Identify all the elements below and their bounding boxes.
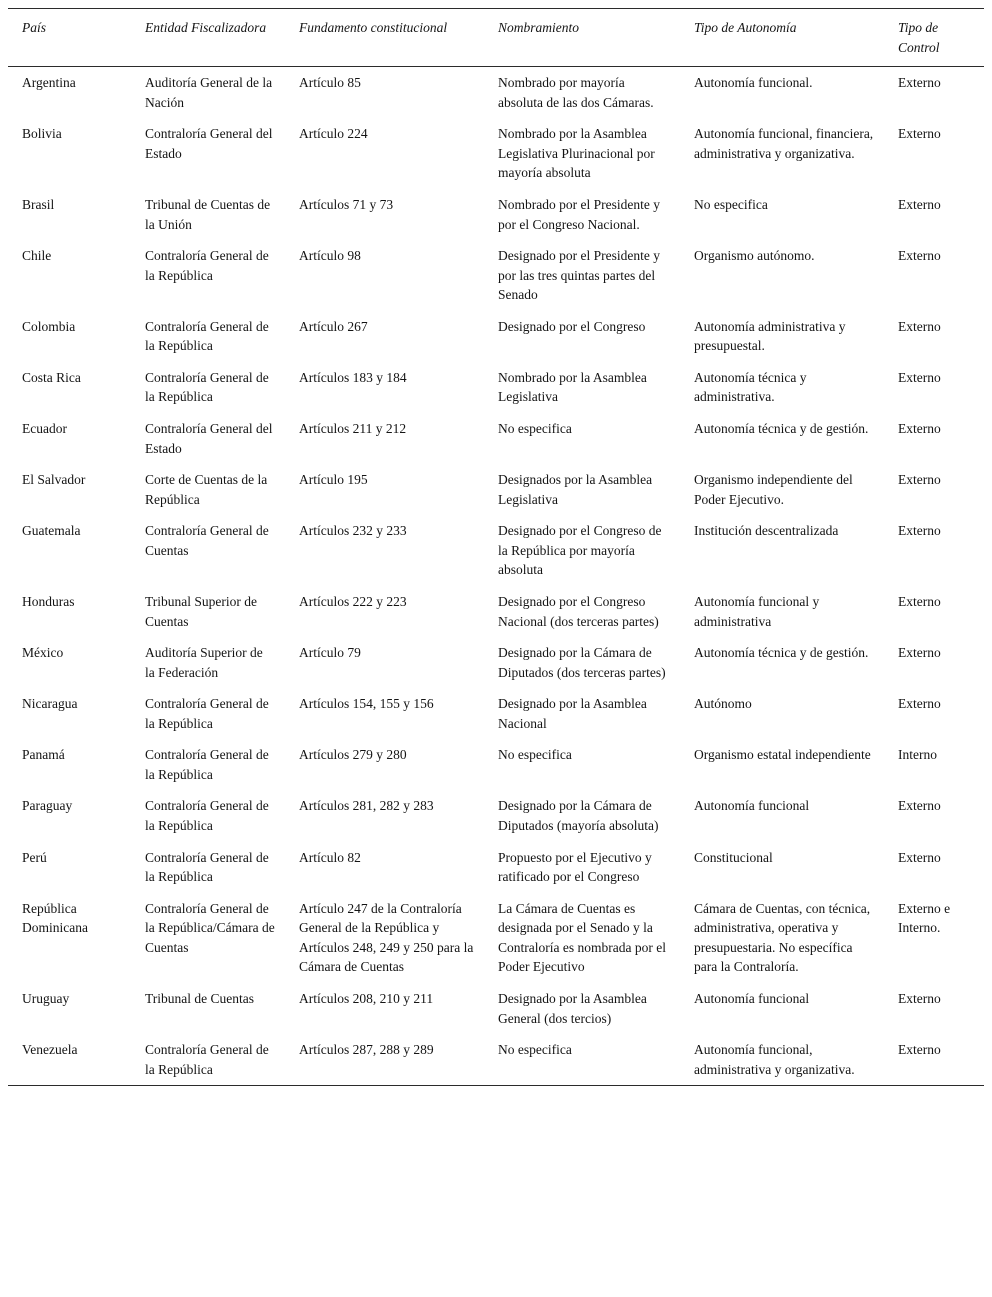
table-cell: Artículo 247 de la Contraloría General de la República y Artículos 248, 249 y 250 para la Cámara de Cuentas [299, 900, 474, 975]
table-cell: Paraguay [22, 798, 73, 814]
table-cell: Panamá [22, 747, 65, 763]
table-cell: Tribunal de Cuentas [145, 990, 254, 1006]
table-cell: Designado por el Congreso [498, 318, 646, 334]
table-cell: Autonomía técnica y de gestión. [694, 645, 869, 661]
table-cell: Colombia [22, 318, 76, 334]
column-header: Tipo de Autonomía [680, 9, 884, 67]
table-header-row [8, 9, 984, 67]
table-cell: Externo [898, 126, 941, 142]
table-cell: La Cámara de Cuentas es designada por el Senado y la Contraloría es nombrada por el Poder Ejecutivo [498, 900, 666, 975]
table-cell: Organismo independiente del Poder Ejecutivo. [694, 472, 853, 507]
table-cell: Chile [22, 248, 52, 264]
table-cell: Artículos 71 y 73 [299, 196, 394, 212]
table-cell: Venezuela [22, 1042, 78, 1058]
table-cell: Autonomía funcional, administrativa y organizativa. [694, 1042, 855, 1077]
table-cell: Artículos 183 y 184 [299, 369, 407, 385]
column-header: Tipo de Control [884, 9, 984, 67]
table-cell: Externo [898, 523, 941, 539]
table-cell: Perú [22, 849, 47, 865]
table-cell: Corte de Cuentas de la República [145, 472, 268, 507]
table-cell: Designado por el Presidente y por las tres quintas partes del Senado [498, 248, 660, 303]
table-cell: Artículos 232 y 233 [299, 523, 407, 539]
table-cell: Cámara de Cuentas, con técnica, administrativa, operativa y presupuestaria. No específica para la Contraloría. [694, 900, 871, 975]
table-row [8, 893, 984, 983]
table-cell: Autonomía funcional y administrativa [694, 593, 820, 629]
column-header: Entidad Fiscalizadora [131, 9, 285, 67]
table-cell: Tribunal Superior de Cuentas [145, 593, 257, 629]
column-header: Nombramiento [484, 9, 680, 67]
table-cell: Nombrado por mayoría absoluta de las dos Cámaras. [498, 75, 654, 110]
table-cell: Contraloría General de Cuentas [145, 523, 269, 558]
table-row [8, 983, 984, 1034]
table-cell: Designado por el Congreso de la República por mayoría absoluta [498, 523, 662, 578]
table-cell: Artículos 287, 288 y 289 [299, 1042, 434, 1058]
table-cell: Bolivia [22, 126, 62, 142]
table-cell: Uruguay [22, 990, 70, 1006]
table-cell: Artículo 82 [299, 849, 361, 865]
table-cell: México [22, 645, 64, 661]
table-cell: Contraloría General de la República [145, 696, 269, 731]
table-cell: Ecuador [22, 421, 67, 436]
table-cell: Artículo 79 [299, 645, 361, 661]
table-cell: Externo [898, 369, 941, 385]
table-cell: Externo [898, 849, 941, 865]
table-cell: Argentina [22, 75, 76, 91]
table-row [8, 67, 984, 119]
table-cell: Autonomía técnica y de gestión. [694, 421, 869, 436]
table-row [8, 1034, 984, 1086]
table-cell: Tribunal de Cuentas de la Unión [145, 196, 271, 232]
table-cell: Autonomía administrativa y presupuestal. [694, 318, 846, 354]
table-row [8, 240, 984, 311]
audit-institutions-table [8, 8, 984, 1086]
table-cell: Externo e Interno. [898, 900, 951, 936]
table-row [8, 189, 984, 240]
table-cell: Artículo 98 [299, 248, 361, 264]
table-cell: Externo [898, 593, 941, 609]
table-cell: Auditoría General de la Nación [145, 75, 273, 110]
table-cell: Contraloría General de la República [145, 369, 269, 405]
column-header: Fundamento constitucional [285, 9, 484, 67]
table-row [8, 464, 984, 515]
table-cell: Externo [898, 645, 941, 661]
column-header: País [8, 9, 131, 67]
table-cell: El Salvador [22, 472, 86, 488]
table-cell: Costa Rica [22, 369, 81, 385]
table-row [8, 790, 984, 841]
table-cell: Artículo 195 [299, 472, 368, 488]
table-cell: Designado por la Asamblea General (dos tercios) [498, 990, 647, 1026]
table-cell: Nombrado por la Asamblea Legislativa [498, 369, 647, 405]
table-cell: Designado por la Cámara de Diputados (dos terceras partes) [498, 645, 666, 680]
table-cell: Externo [898, 248, 941, 264]
table-cell: Externo [898, 196, 941, 212]
table-cell: Artículos 211 y 212 [299, 421, 407, 436]
table-row [8, 637, 984, 688]
table-cell: Artículos 208, 210 y 211 [299, 990, 434, 1006]
table-cell: Autonomía técnica y administrativa. [694, 369, 807, 405]
table-cell: Auditoría Superior de la Federación [145, 645, 263, 680]
table-cell: Contraloría General de la República [145, 1042, 269, 1077]
table-cell: Contraloría General de la República [145, 318, 269, 354]
table-cell: Autonomía funcional [694, 990, 810, 1006]
table-cell: Contraloría General del Estado [145, 421, 273, 456]
table-cell: República Dominicana [22, 900, 88, 936]
table-cell: Externo [898, 798, 941, 814]
table-cell: Interno [898, 747, 937, 763]
table-row [8, 842, 984, 893]
table-cell: Institución descentralizada [694, 523, 839, 539]
table-cell: Externo [898, 75, 941, 91]
table-cell: No especifica [498, 747, 572, 763]
table-cell: Honduras [22, 593, 75, 609]
table-cell: Designados por la Asamblea Legislativa [498, 472, 653, 507]
table-cell: Artículo 267 [299, 318, 368, 334]
table-cell: Externo [898, 696, 941, 712]
table-cell: Nombrado por la Asamblea Legislativa Plurinacional por mayoría absoluta [498, 126, 655, 181]
table-cell: Autonomía funcional, financiera, administrativa y organizativa. [694, 126, 874, 161]
table-cell: Externo [898, 421, 941, 436]
table-cell: Contraloría General de la República [145, 747, 269, 782]
table-cell: Externo [898, 990, 941, 1006]
table-cell: Artículos 154, 155 y 156 [299, 696, 434, 712]
table-cell: Contraloría General de la República [145, 248, 269, 283]
table-cell: Externo [898, 318, 941, 334]
table-cell: Artículos 281, 282 y 283 [299, 798, 434, 814]
table-cell: No especifica [498, 421, 572, 436]
table-row [8, 688, 984, 739]
table-row [8, 515, 984, 586]
table-cell: Artículo 85 [299, 75, 361, 91]
table-cell: Designado por el Congreso Nacional (dos terceras partes) [498, 593, 659, 629]
table-cell: Guatemala [22, 523, 81, 539]
table-body [8, 67, 984, 1086]
table-cell: Externo [898, 1042, 941, 1058]
table-header [8, 9, 984, 67]
table-cell: Designado por la Cámara de Diputados (mayoría absoluta) [498, 798, 659, 833]
table-cell: Propuesto por el Ejecutivo y ratificado por el Congreso [498, 849, 652, 885]
table-cell: Nicaragua [22, 696, 78, 712]
table-cell: Externo [898, 472, 941, 488]
table-cell: Constitucional [694, 849, 773, 865]
table-cell: Autonomía funcional. [694, 75, 813, 91]
table-cell: Organismo estatal independiente [694, 747, 871, 763]
table-cell: Artículos 279 y 280 [299, 747, 407, 763]
table-cell: Brasil [22, 196, 55, 212]
table-row [8, 413, 984, 464]
table-cell: Contraloría General de la República/Cámara de Cuentas [145, 900, 275, 955]
table-cell: Autonomía funcional [694, 798, 810, 814]
table-cell: Nombrado por el Presidente y por el Congreso Nacional. [498, 196, 660, 232]
table-row [8, 586, 984, 637]
table-row [8, 739, 984, 790]
table-cell: No especifica [498, 1042, 572, 1058]
table-cell: Autónomo [694, 696, 752, 712]
table-cell: No especifica [694, 196, 768, 212]
table-cell: Artículos 222 y 223 [299, 593, 407, 609]
table-cell: Contraloría General del Estado [145, 126, 273, 161]
table-cell: Artículo 224 [299, 126, 368, 142]
table-cell: Organismo autónomo. [694, 248, 815, 264]
table-cell: Designado por la Asamblea Nacional [498, 696, 647, 731]
table-cell: Contraloría General de la República [145, 798, 269, 833]
table-row [8, 118, 984, 189]
table-cell: Contraloría General de la República [145, 849, 269, 885]
table-row [8, 362, 984, 413]
table-row [8, 311, 984, 362]
